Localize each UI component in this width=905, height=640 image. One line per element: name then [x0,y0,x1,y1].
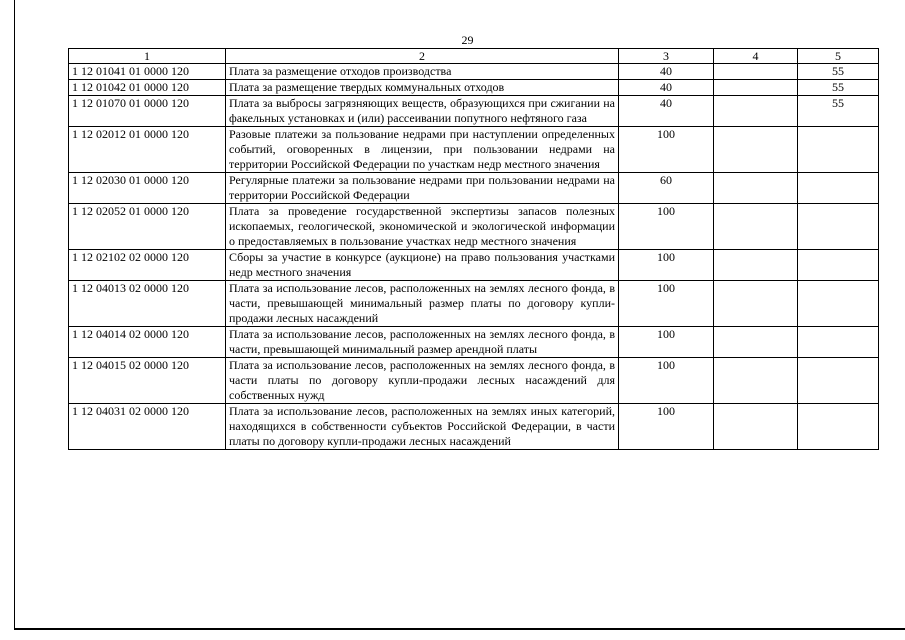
column-3-value: 100 [619,127,714,173]
table-row [69,96,879,127]
table-row [69,327,879,358]
column-3-value: 40 [619,96,714,127]
column-5-value [798,250,879,281]
column-3-value: 40 [619,64,714,80]
table-row [69,64,879,80]
column-5-value [798,127,879,173]
column-4-value [714,404,798,450]
scan-bottom-edge [14,628,905,630]
budget-code-cell: 1 12 01042 01 0000 120 [69,80,226,96]
budget-code-cell: 1 12 04031 02 0000 120 [69,404,226,450]
table-row [69,204,879,250]
column-3-value: 100 [619,281,714,327]
column-4-value [714,96,798,127]
table-row [69,281,879,327]
column-3-value: 40 [619,80,714,96]
table-row [69,173,879,204]
column-header-5: 5 [798,49,879,64]
description-cell: Плата за использование лесов, расположенных на землях лесного фонда, в части платы по договору купли-продажи лесных насаждений для собственных нужд [226,358,619,404]
description-cell: Плата за размещение отходов производства [226,64,619,80]
column-5-value [798,327,879,358]
budget-code-cell: 1 12 04013 02 0000 120 [69,281,226,327]
description-cell: Плата за размещение твердых коммунальных отходов [226,80,619,96]
column-5-value: 55 [798,96,879,127]
column-5-value: 55 [798,80,879,96]
column-4-value [714,127,798,173]
table-row [69,80,879,96]
table-row [69,250,879,281]
column-3-value: 100 [619,327,714,358]
revenue-table [68,48,879,450]
column-3-value: 100 [619,358,714,404]
budget-code-cell: 1 12 01041 01 0000 120 [69,64,226,80]
table-row [69,358,879,404]
column-5-value [798,173,879,204]
header-row [69,49,879,64]
description-cell: Плата за использование лесов, расположенных на землях иных категорий, находящихся в собственности субъектов Российской Федерации, в части платы по договору купли-продажи лесных насаждений [226,404,619,450]
column-4-value [714,80,798,96]
description-cell: Сборы за участие в конкурсе (аукционе) на право пользования участками недр местного значения [226,250,619,281]
column-5-value [798,204,879,250]
column-4-value [714,281,798,327]
column-header-1: 1 [69,49,226,64]
description-cell: Регулярные платежи за пользование недрами при пользовании недрами на территории Российской Федерации [226,173,619,204]
column-5-value [798,404,879,450]
description-cell: Плата за выбросы загрязняющих веществ, образующихся при сжигании на факельных установках и (или) рассеивании попутного нефтяного газа [226,96,619,127]
column-5-value: 55 [798,64,879,80]
budget-code-cell: 1 12 04014 02 0000 120 [69,327,226,358]
budget-code-cell: 1 12 01070 01 0000 120 [69,96,226,127]
budget-code-cell: 1 12 02012 01 0000 120 [69,127,226,173]
budget-code-cell: 1 12 02052 01 0000 120 [69,204,226,250]
table-row [69,404,879,450]
column-4-value [714,204,798,250]
column-header-2: 2 [226,49,619,64]
column-3-value: 100 [619,404,714,450]
column-4-value [714,358,798,404]
column-4-value [714,64,798,80]
column-4-value [714,327,798,358]
column-3-value: 60 [619,173,714,204]
column-3-value: 100 [619,250,714,281]
description-cell: Разовые платежи за пользование недрами при наступлении определенных событий, оговоренных в лицензии, при пользовании недрами на территории Российской Федерации по участкам недр местного значения [226,127,619,173]
column-4-value [714,250,798,281]
column-4-value [714,173,798,204]
column-5-value [798,281,879,327]
description-cell: Плата за проведение государственной экспертизы запасов полезных ископаемых, геологической, экономической и экологической информации о предоставляемых в пользование участках недр местного значения [226,204,619,250]
column-header-3: 3 [619,49,714,64]
scan-left-edge [14,0,15,630]
budget-code-cell: 1 12 02102 02 0000 120 [69,250,226,281]
column-3-value: 100 [619,204,714,250]
column-5-value [798,358,879,404]
table-row [69,127,879,173]
description-cell: Плата за использование лесов, расположенных на землях лесного фонда, в части, превышающей минимальный размер арендной платы [226,327,619,358]
budget-code-cell: 1 12 04015 02 0000 120 [69,358,226,404]
budget-code-cell: 1 12 02030 01 0000 120 [69,173,226,204]
column-header-4: 4 [714,49,798,64]
description-cell: Плата за использование лесов, расположенных на землях лесного фонда, в части, превышающей минимальный размер платы по договору купли-продажи лесных насаждений [226,281,619,327]
page-number: 29 [461,33,474,47]
